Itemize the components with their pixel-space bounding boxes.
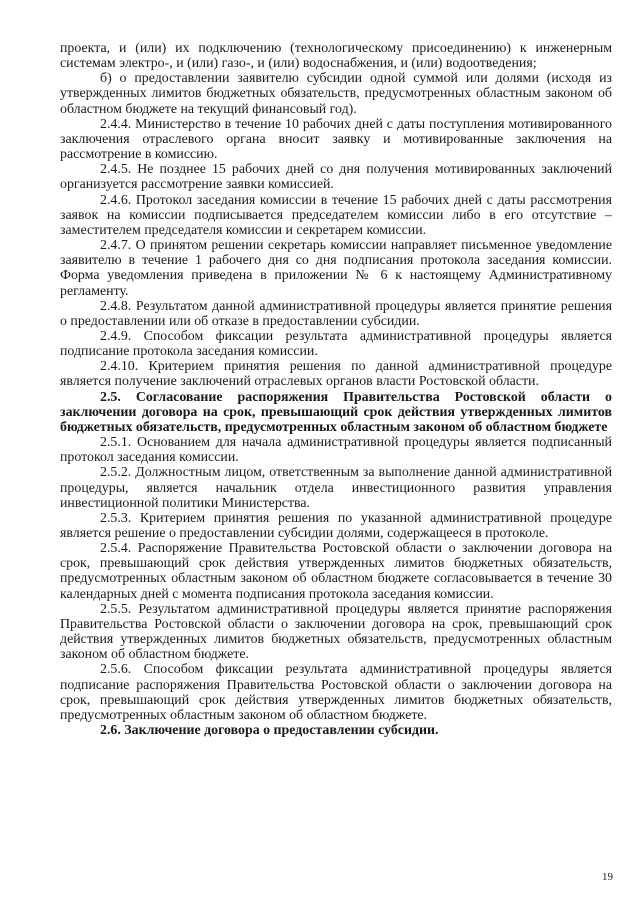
paragraph: 2.4.6. Протокол заседания комиссии в течение 15 рабочих дней с даты рассмотрения заявок на комиссии подписывается председателем комиссии либо в его отсутствие – заместителем председателя комиссии и секретарем комиссии.: [60, 192, 612, 238]
section-heading: 2.5. Согласование распоряжения Правительства Ростовской области о заключении договора на срок, превышающий срок действия утвержденных лимитов бюджетных обязательств, предусмотренных областным законом об областном бюджете: [60, 389, 612, 435]
page-number: 19: [602, 871, 613, 883]
section-heading: 2.6. Заключение договора о предоставлении субсидии.: [100, 723, 439, 739]
paragraph: 2.4.4. Министерство в течение 10 рабочих дней с даты поступления мотивированного заключения отраслевого органа вносит заявку и мотивированные заключения на рассмотрение в комиссию.: [60, 116, 612, 163]
paragraph: 2.4.5. Не позднее 15 рабочих дней со дня получения мотивированных заключений организуется рассмотрение заявки комиссией.: [60, 162, 612, 193]
document-page: [60, 41, 612, 738]
paragraph: 2.5.1. Основанием для начала административной процедуры является подписанный протокол заседания комиссии.: [60, 435, 612, 466]
paragraph: 2.4.9. Способом фиксации результата административной процедуры является подписание протокола заседания комиссии.: [60, 328, 612, 360]
paragraph: б) о предоставлении заявителю субсидии одной суммой или долями (исходя из утвержденных лимитов бюджетных обязательств, предусмотренных областным законом об областном бюджете на текущий финансовый год).: [60, 71, 612, 117]
paragraph: 2.4.7. О принятом решении секретарь комиссии направляет письменное уведомление заявителю в течение 1 рабочего дня со дня подписания протокола заседания комиссии. Форма уведомления приведена в приложении № 6 к настоящему Административному регламенту.: [60, 238, 612, 299]
paragraph: 2.5.5. Результатом административной процедуры является принятие распоряжения Правительства Ростовской области о заключении договора на срок, превышающий срок действия утвержденных лимитов бюджетных обязательств, предусмотренных областным законом об областном бюджете.: [60, 601, 612, 663]
paragraph: 2.4.10. Критерием принятия решения по данной административной процедуре является получение заключений отраслевых органов власти Ростовской области.: [60, 359, 612, 390]
paragraph: 2.5.6. Способом фиксации результата административной процедуры является подписание распоряжения Правительства Ростовской области о заключении договора на срок, превышающий срок действия утвержденных лимитов бюджетных обязательств, предусмотренных областным законом об областном бюджете.: [60, 662, 612, 723]
paragraph: 2.5.4. Распоряжение Правительства Ростовской области о заключении договора на срок, превышающий срок действия утвержденных лимитов бюджетных обязательств, предусмотренных областным законом об областном бюджете согласовывается в течение 30 календарных дней с момента подписания протокола заседания комиссии.: [60, 541, 612, 602]
paragraph: проекта, и (или) их подключению (технологическому присоединению) к инженерным системам электро-, и (или) газо-, и (или) водоснабжения, и (или) водоотведения;: [60, 41, 612, 72]
paragraph: 2.5.3. Критерием принятия решения по указанной административной процедуре является решение о предоставлении субсидии долями, содержащееся в протоколе.: [60, 510, 612, 541]
paragraph: 2.4.8. Результатом данной административной процедуры является принятие решения о предоставлении или об отказе в предоставлении субсидии.: [60, 298, 612, 329]
paragraph: 2.5.2. Должностным лицом, ответственным за выполнение данной административной процедуры, является начальник отдела инвестиционного развития управления инвестиционной политики Министерства.: [60, 465, 612, 511]
